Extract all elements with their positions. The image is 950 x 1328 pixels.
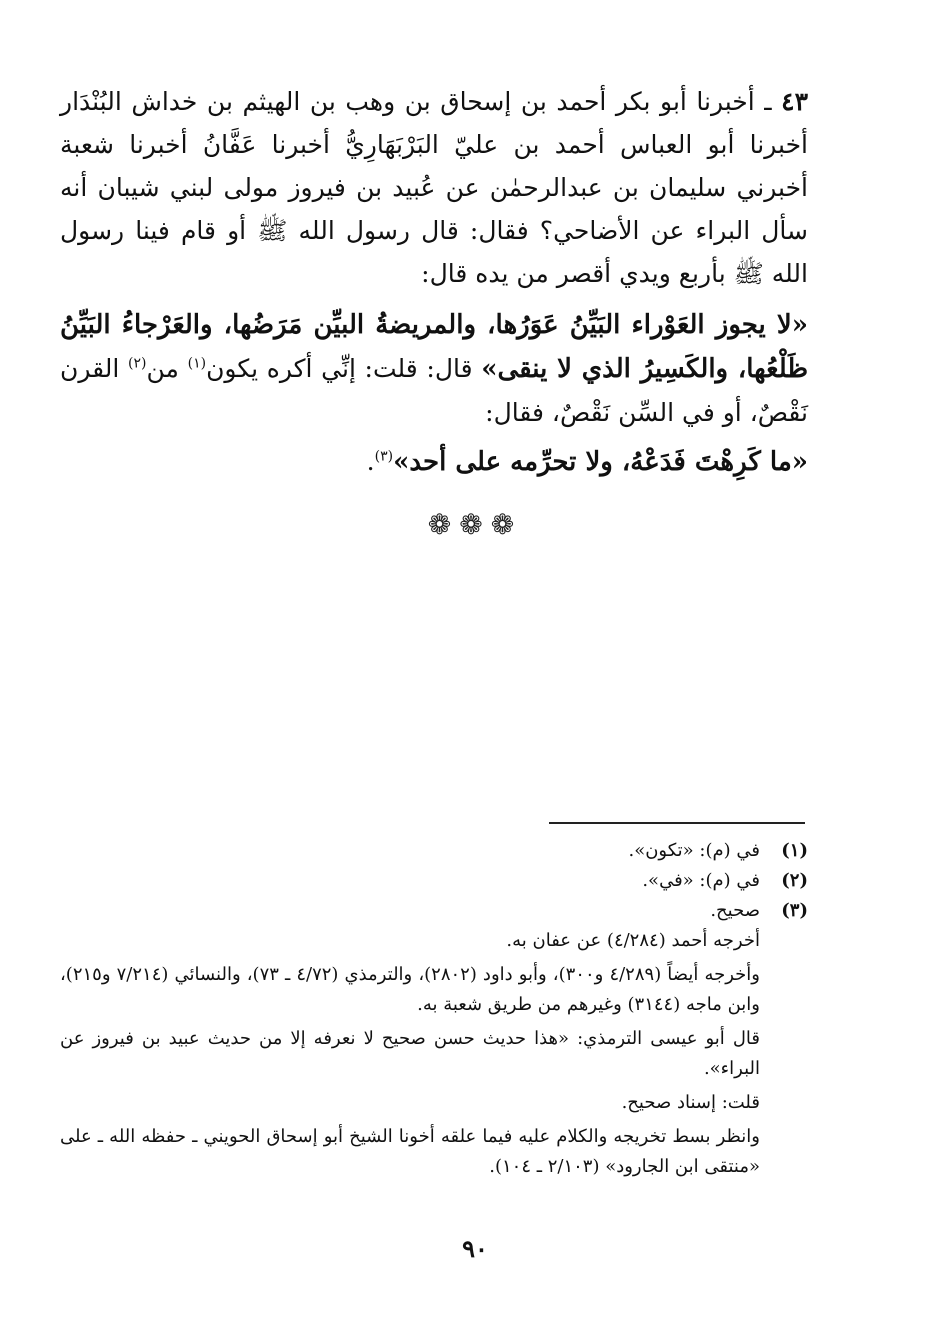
footnote-text: صحيح. <box>710 900 760 921</box>
footnote-3-details <box>60 926 760 1182</box>
hadith-body <box>60 80 808 484</box>
footnote-text: في (م): «في». <box>642 870 760 891</box>
takhrij-line-1: أخرجه أحمد (٤/٢٨٤) عن عفان به. <box>506 930 760 951</box>
hadith-intro: ـ أخبرنا أبو بكر أحمد بن إسحاق بن وهب بن الهيثم بن خداش البُنْدَار أخبرنا أبو العباس أحمد بن عليّ البَرْبَهَارِيُّ أخبرنا عَفَّانُ أخبرنا شعبة أخبرني سليمان بن عبدالرحمٰن عن عُبيد بن فيروز مولى لبني شيبان أنه سأل البراء عن الأضاحي؟ فقال: قال رسول الله ﷺ أو قام فينا رسول الله ﷺ بأربع ويدي أقصر من يده قال: <box>60 87 808 288</box>
hadith-text-2a: قال: قلت: إنِّي أكره يكون <box>206 354 482 383</box>
takhrij-line-2: وأخرجه أيضاً (٤/٢٨٩ و٣٠٠)، وأبو داود (٢٨٠٢)، والترمذي (٤/٧٢ ـ ٧٣)، والنسائي (٧/٢١٤ و٢١٥)، وابن ماجه (٣١٤٤) وغيرهم من طريق شعبة به. <box>60 964 760 1015</box>
footnote-3 <box>60 896 808 926</box>
takhrij-line-3: قال أبو عيسى الترمذي: «هذا حديث حسن صحيح لا نعرفه إلا من حديث عبيد بن فيروز عن البراء». <box>60 1028 760 1079</box>
footnote-number: (٢) <box>781 870 808 891</box>
hadith-number: ٤٣ <box>781 87 808 116</box>
prophetic-quote-1: «لا يجوز العَوْراء البَيِّنُ عَوَرُها، والمريضةُ البيِّن مَرَضُها، والعَرْجاءُ البَيِّنُ ظَلْعُها، والكَسِيرُ الذي لا ينقى» <box>60 310 809 384</box>
section-divider-ornaments: ❁❁❁ <box>427 508 523 541</box>
footnote-number: (١) <box>781 840 808 861</box>
footnote-separator <box>549 822 805 824</box>
page-number: ٩٠ <box>462 1234 488 1263</box>
footnote-1 <box>60 836 808 866</box>
hadith-end: . <box>366 447 375 476</box>
hadith-isnad <box>60 80 808 295</box>
footnote-2 <box>60 866 808 896</box>
footnote-ref-3[interactable]: (٣) <box>374 448 394 465</box>
footnote-ref-1[interactable]: (١) <box>187 355 207 372</box>
footnotes-section <box>60 836 808 1186</box>
footnote-number: (٣) <box>781 900 808 921</box>
footnote-ref-2[interactable]: (٢) <box>128 355 147 372</box>
hadith-matn <box>60 303 808 434</box>
hadith-text-2c: القرن نَقْصٌ، أو في السِّن نَقْصٌ، فقال: <box>60 354 808 427</box>
takhrij-line-5: وانظر بسط تخريجه والكلام عليه فيما علقه أخونا الشيخ أبو إسحاق الحويني ـ حفظه الله ـ على «منتقى ابن الجارود» (٢/١٠٣ ـ ١٠٤). <box>60 1126 760 1177</box>
prophetic-quote-2: «ما كَرِهْتَ فَدَعْهُ، ولا تحرِّمه على أحد» <box>393 447 808 477</box>
hadith-conclusion <box>60 440 808 484</box>
hadith-text-2b: من <box>146 354 188 383</box>
footnote-text: في (م): «تكون». <box>628 840 760 861</box>
takhrij-line-4: قلت: إسناد صحيح. <box>621 1092 760 1113</box>
